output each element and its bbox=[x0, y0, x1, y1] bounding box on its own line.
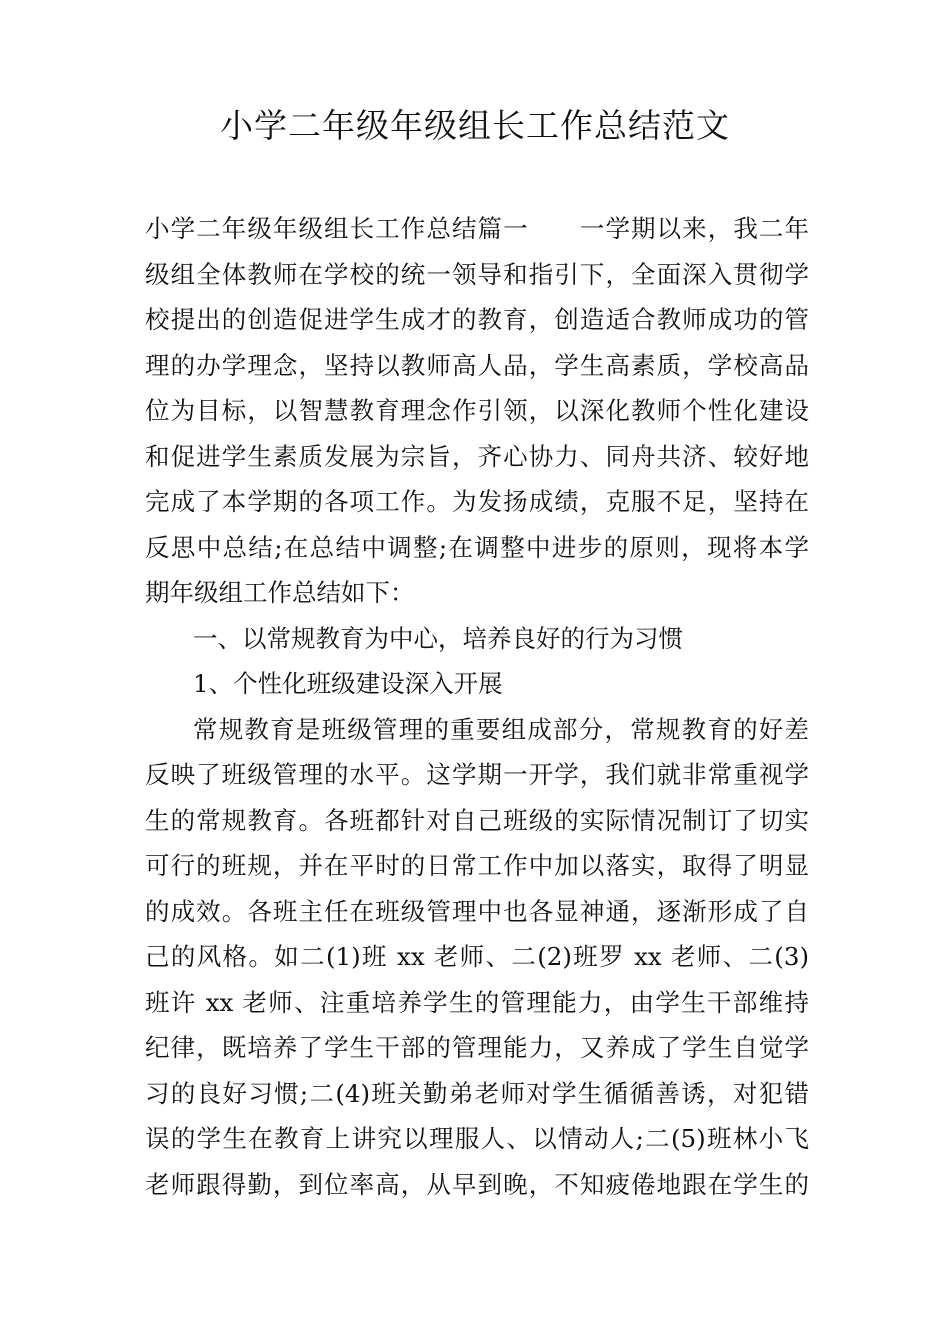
body-line: 习的良好习惯;二(4)班关勤弟老师对学生循循善诱，对犯错 bbox=[145, 1078, 809, 1108]
subsection-heading: 1、个性化班级建设深入开展 bbox=[193, 669, 503, 698]
body-line: 反映了班级管理的水平。这学期一开学，我们就非常重视学 bbox=[145, 760, 809, 789]
body-line: 老师跟得勤，到位率高，从早到晚，不知疲倦地跟在学生的 bbox=[145, 1169, 809, 1199]
body-line: 级组全体教师在学校的统一领导和指引下，全面深入贯彻学 bbox=[145, 259, 809, 289]
body-line: 完成了本学期的各项工作。为发扬成绩，克服不足，坚持在 bbox=[145, 487, 809, 516]
body-line: 位为目标，以智慧教育理念作引领，以深化教师个性化建设 bbox=[145, 396, 809, 425]
body-line: 班许 xx 老师、注重培养学生的管理能力，由学生干部维持 bbox=[145, 987, 809, 1017]
body-line: 反思中总结;在总结中调整;在调整中进步的原则，现将本学 bbox=[145, 532, 809, 562]
body-line: 的成效。各班主任在班级管理中也各显神通，逐渐形成了自 bbox=[145, 896, 809, 926]
document-title: 小学二年级年级组长工作总结范文 bbox=[220, 106, 730, 145]
body-line: 期年级组工作总结如下： bbox=[145, 578, 415, 607]
section-heading: 一、以常规教育为中心，培养良好的行为习惯 bbox=[193, 623, 683, 653]
body-line: 常规教育是班级管理的重要组成部分，常规教育的好差 bbox=[193, 714, 809, 744]
body-line: 生的常规教育。各班都针对自己班级的实际情况制订了切实 bbox=[145, 805, 809, 835]
body-line: 校提出的创造促进学生成才的教育，创造适合教师成功的管 bbox=[145, 305, 809, 334]
body-line: 小学二年级年级组长工作总结篇一 一学期以来，我二年 bbox=[145, 214, 809, 243]
body-line: 己的风格。如二(1)班 xx 老师、二(2)班罗 xx 老师、二(3) bbox=[145, 942, 809, 971]
document-body bbox=[145, 206, 809, 1207]
body-line: 纪律，既培养了学生干部的管理能力，又养成了学生自觉学 bbox=[145, 1033, 809, 1062]
body-line: 和促进学生素质发展为宗旨，齐心协力、同舟共济、较好地 bbox=[145, 441, 809, 471]
body-line: 理的办学理念，坚持以教师高人品，学生高素质，学校高品 bbox=[145, 350, 809, 380]
body-line: 误的学生在教育上讲究以理服人、以情动人;二(5)班林小飞 bbox=[145, 1124, 809, 1153]
body-line: 可行的班规，并在平时的日常工作中加以落实，取得了明显 bbox=[145, 851, 809, 880]
